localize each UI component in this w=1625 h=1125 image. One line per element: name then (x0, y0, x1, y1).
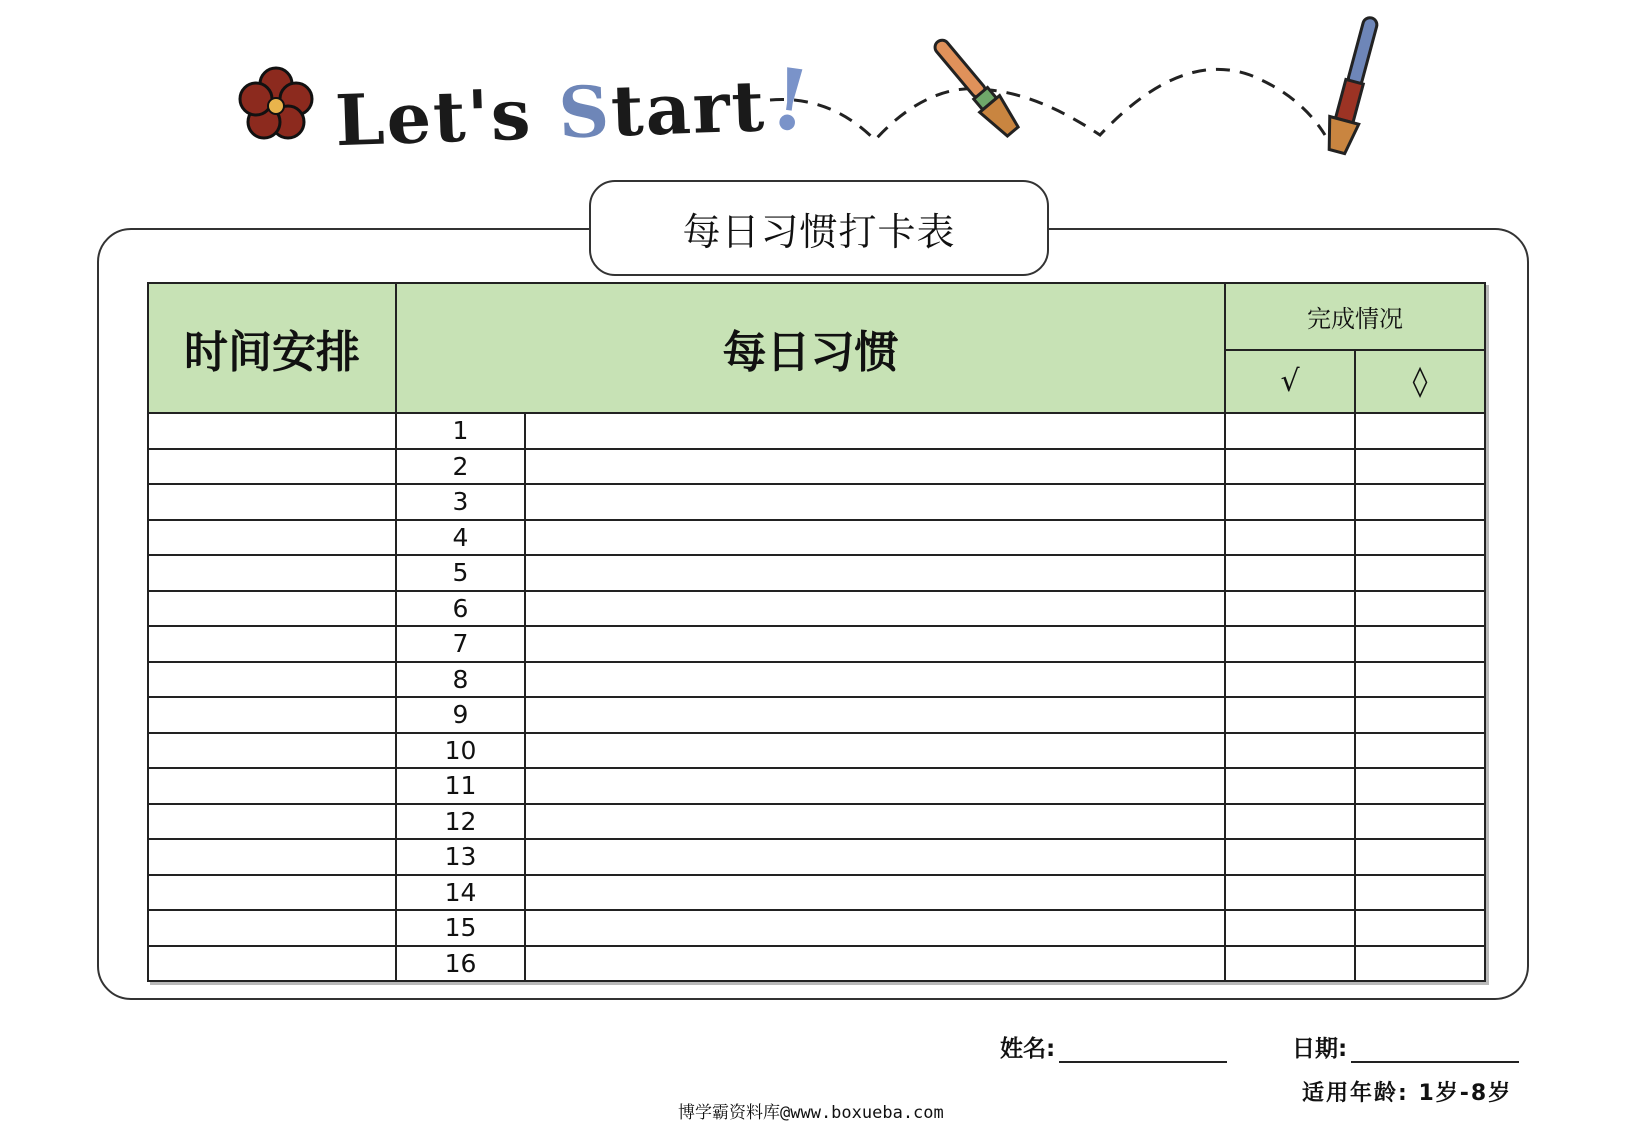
habit-cell[interactable] (525, 875, 1225, 911)
paintbrush-icon (928, 34, 1023, 140)
table-row (148, 449, 1485, 485)
row-number: 7 (396, 626, 525, 662)
habit-cell[interactable] (525, 591, 1225, 627)
habit-cell[interactable] (525, 946, 1225, 982)
time-cell[interactable] (148, 555, 396, 591)
flower-icon (240, 68, 312, 138)
time-cell[interactable] (148, 768, 396, 804)
habit-cell[interactable] (525, 662, 1225, 698)
table-row (148, 413, 1485, 449)
header-time-schedule: 时间安排 (148, 283, 396, 413)
table-row (148, 484, 1485, 520)
row-number: 15 (396, 910, 525, 946)
done-cell[interactable] (1225, 910, 1355, 946)
time-cell[interactable] (148, 449, 396, 485)
checkmark-icon: √ (1225, 350, 1355, 413)
done-cell[interactable] (1225, 662, 1355, 698)
habit-cell[interactable] (525, 733, 1225, 769)
not-done-cell[interactable] (1355, 413, 1485, 449)
brand-lets-start (333, 48, 818, 166)
table-row (148, 697, 1485, 733)
done-cell[interactable] (1225, 449, 1355, 485)
header-completion: 完成情况 (1225, 283, 1485, 350)
row-number: 11 (396, 768, 525, 804)
time-cell[interactable] (148, 910, 396, 946)
table-row (148, 839, 1485, 875)
not-done-cell[interactable] (1355, 946, 1485, 982)
habit-cell[interactable] (525, 910, 1225, 946)
row-number: 9 (396, 697, 525, 733)
time-cell[interactable] (148, 946, 396, 982)
page-title: 每日习惯打卡表 (589, 180, 1049, 276)
done-cell[interactable] (1225, 484, 1355, 520)
done-cell[interactable] (1225, 413, 1355, 449)
table-row (148, 946, 1485, 982)
row-number: 8 (396, 662, 525, 698)
table-row (148, 910, 1485, 946)
table-row (148, 626, 1485, 662)
table-row (148, 591, 1485, 627)
not-done-cell[interactable] (1355, 910, 1485, 946)
habit-cell[interactable] (525, 413, 1225, 449)
done-cell[interactable] (1225, 768, 1355, 804)
not-done-cell[interactable] (1355, 591, 1485, 627)
not-done-cell[interactable] (1355, 484, 1485, 520)
row-number: 10 (396, 733, 525, 769)
row-number: 12 (396, 804, 525, 840)
time-cell[interactable] (148, 839, 396, 875)
time-cell[interactable] (148, 804, 396, 840)
row-number: 6 (396, 591, 525, 627)
paintbrush-icon-2 (1321, 14, 1386, 155)
not-done-cell[interactable] (1355, 839, 1485, 875)
habit-cell[interactable] (525, 484, 1225, 520)
row-number: 16 (396, 946, 525, 982)
time-cell[interactable] (148, 591, 396, 627)
done-cell[interactable] (1225, 591, 1355, 627)
not-done-cell[interactable] (1355, 626, 1485, 662)
name-field[interactable] (1000, 1030, 1227, 1063)
source-credit: 博学霸资料库@www.boxueba.com (678, 1103, 944, 1123)
table-row (148, 733, 1485, 769)
habit-cell[interactable] (525, 626, 1225, 662)
time-cell[interactable] (148, 413, 396, 449)
row-number: 5 (396, 555, 525, 591)
done-cell[interactable] (1225, 626, 1355, 662)
table-row (148, 555, 1485, 591)
done-cell[interactable] (1225, 839, 1355, 875)
habit-cell[interactable] (525, 449, 1225, 485)
dashed-path (770, 69, 1325, 140)
table-row (148, 768, 1485, 804)
habit-cell[interactable] (525, 839, 1225, 875)
not-done-cell[interactable] (1355, 768, 1485, 804)
not-done-cell[interactable] (1355, 520, 1485, 556)
not-done-cell[interactable] (1355, 662, 1485, 698)
table-row (148, 520, 1485, 556)
row-number: 2 (396, 449, 525, 485)
time-cell[interactable] (148, 875, 396, 911)
header (0, 0, 1625, 170)
not-done-cell[interactable] (1355, 449, 1485, 485)
done-cell[interactable] (1225, 520, 1355, 556)
table-row (148, 875, 1485, 911)
date-label: 日期: (1292, 1036, 1348, 1062)
diamond-icon: ◊ (1355, 350, 1485, 413)
habit-cell[interactable] (525, 555, 1225, 591)
time-cell[interactable] (148, 520, 396, 556)
date-field[interactable] (1292, 1030, 1519, 1063)
habit-cell[interactable] (525, 804, 1225, 840)
not-done-cell[interactable] (1355, 804, 1485, 840)
habit-cell[interactable] (525, 520, 1225, 556)
row-number: 13 (396, 839, 525, 875)
date-input-line[interactable] (1351, 1041, 1519, 1063)
not-done-cell[interactable] (1355, 697, 1485, 733)
brand-text-1: Let's (333, 71, 560, 163)
not-done-cell[interactable] (1355, 555, 1485, 591)
time-cell[interactable] (148, 662, 396, 698)
table-row (148, 804, 1485, 840)
done-cell[interactable] (1225, 804, 1355, 840)
done-cell[interactable] (1225, 946, 1355, 982)
time-cell[interactable] (148, 484, 396, 520)
brand-accent-letter: S (557, 69, 613, 155)
not-done-cell[interactable] (1355, 875, 1485, 911)
done-cell[interactable] (1225, 733, 1355, 769)
name-input-line[interactable] (1059, 1041, 1227, 1063)
time-cell[interactable] (148, 697, 396, 733)
header-daily-habit: 每日习惯 (396, 283, 1225, 413)
done-cell[interactable] (1225, 555, 1355, 591)
time-cell[interactable] (148, 733, 396, 769)
row-number: 3 (396, 484, 525, 520)
habit-rows (148, 413, 1485, 981)
habit-table (147, 282, 1486, 982)
done-cell[interactable] (1225, 697, 1355, 733)
habit-cell[interactable] (525, 768, 1225, 804)
name-label: 姓名: (1000, 1036, 1056, 1062)
brand-text-2: tart (609, 64, 768, 153)
row-number: 4 (396, 520, 525, 556)
age-range: 适用年龄: 1岁-8岁 (1302, 1081, 1513, 1106)
row-number: 1 (396, 413, 525, 449)
done-cell[interactable] (1225, 875, 1355, 911)
time-cell[interactable] (148, 626, 396, 662)
row-number: 14 (396, 875, 525, 911)
brand-exclamation: ! (764, 48, 818, 152)
not-done-cell[interactable] (1355, 733, 1485, 769)
table-row (148, 662, 1485, 698)
habit-cell[interactable] (525, 697, 1225, 733)
